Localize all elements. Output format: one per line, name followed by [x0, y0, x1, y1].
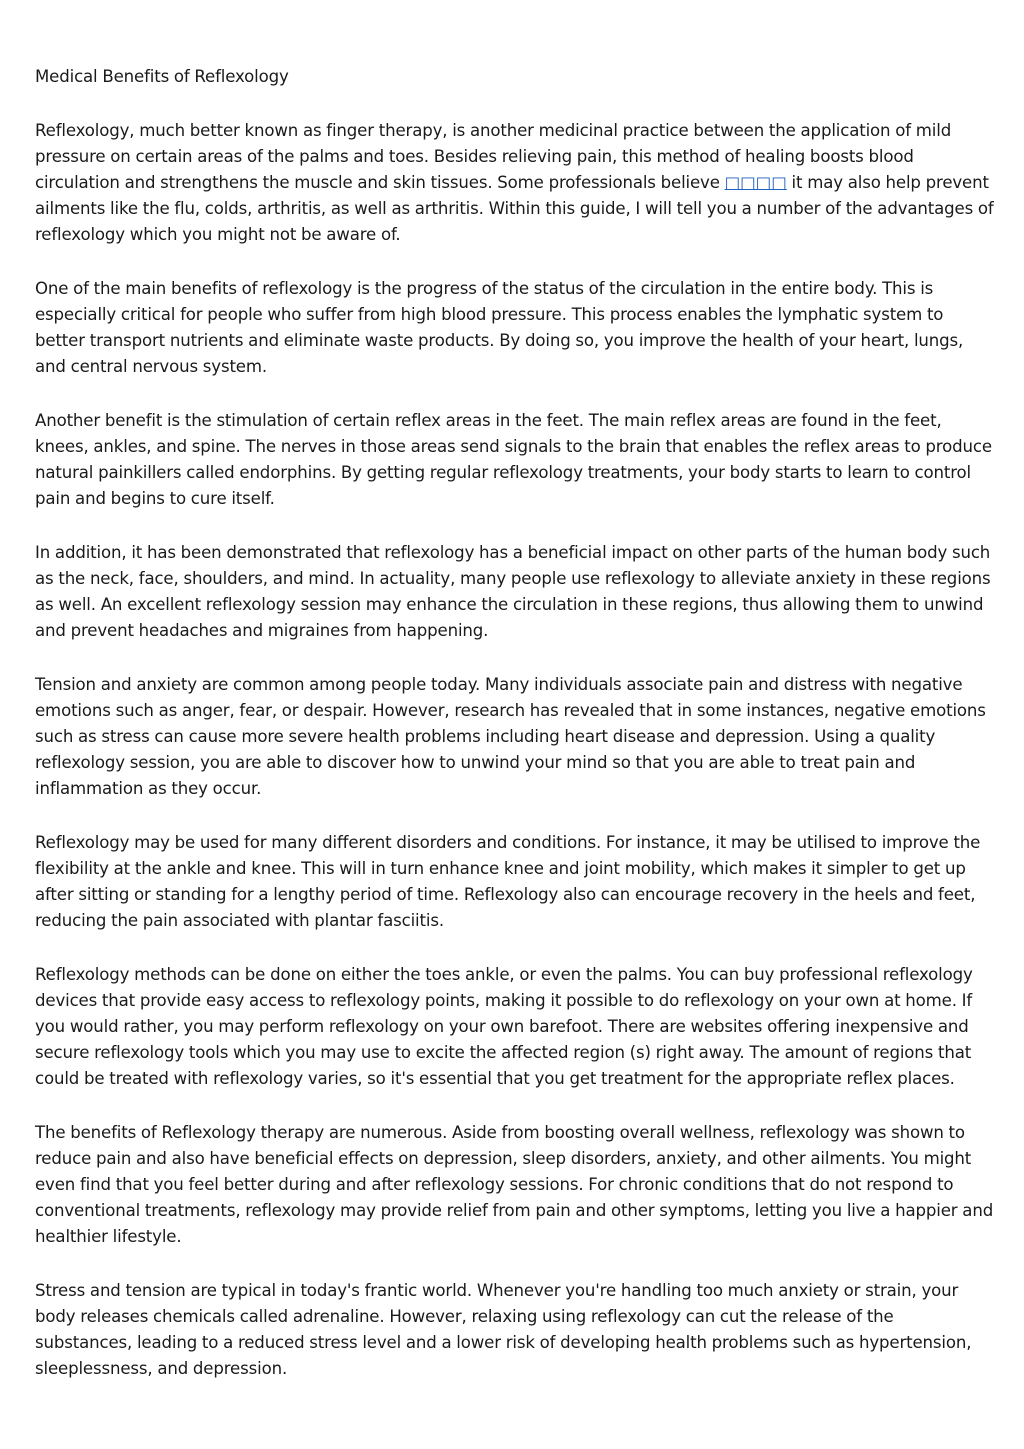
document-page	[35, 64, 995, 1410]
document-title: Medical Benefits of Reflexology	[35, 67, 289, 86]
paragraph-text: Reflexology, much better known as finger therapy, is another medicinal practice between the application of mild pressure on certain areas of the palms and toes. Besides relieving pain, this method of healing boosts blood circulation and strengthens the muscle and skin tissues. Some professionals believe	[35, 121, 952, 192]
paragraph-tension: Tension and anxiety are common among people today. Many individuals associate pain and distress with negative emotions such as anger, fear, or despair. However, research has revealed that in some instances, negative emotions such as stress can cause more severe health problems including heart disease and depression. Using a quality reflexology session, you are able to discover how to unwind your mind so that you are able to treat pain and inflammation as they occur.	[35, 675, 986, 798]
paragraph-reflex-areas: Another benefit is the stimulation of certain reflex areas in the feet. The main reflex areas are found in the feet, knees, ankles, and spine. The nerves in those areas send signals to the brain that enables the reflex areas to produce natural painkillers called endorphins. By getting regular reflexology treatments, your body starts to learn to control pain and begins to cure itself.	[35, 411, 992, 508]
paragraph-stress: Stress and tension are typical in today's frantic world. Whenever you're handling too much anxiety or strain, your body releases chemicals called adrenaline. However, relaxing using reflexology can cut the release of the substances, leading to a reduced stress level and a lower risk of developing health problems such as hypertension, sleeplessness, and depression.	[35, 1281, 972, 1378]
paragraph-disorders: Reflexology may be used for many different disorders and conditions. For instance, it may be utilised to improve the flexibility at the ankle and knee. This will in turn enhance knee and joint mobility, which makes it simpler to get up after sitting or standing for a lengthy period of time. Reflexology also can encourage recovery in the heels and feet, reducing the pain associated with plantar fasciitis.	[35, 833, 981, 930]
paragraph-body-parts: In addition, it has been demonstrated that reflexology has a beneficial impact on other parts of the human body such as the neck, face, shoulders, and mind. In actuality, many people use reflexology to alleviate anxiety in these regions as well. An excellent reflexology session may enhance the circulation in these regions, thus allowing them to unwind and prevent headaches and migraines from happening.	[35, 543, 991, 640]
paragraph-intro	[35, 118, 995, 248]
paragraph-benefits: The benefits of Reflexology therapy are numerous. Aside from boosting overall wellness, reflexology was shown to reduce pain and also have beneficial effects on depression, sleep disorders, anxiety, and other ailments. You might even find that you feel better during and after reflexology sessions. For chronic conditions that do not respond to conventional treatments, reflexology may provide relief from pain and other symptoms, letting you live a happier and healthier lifestyle.	[35, 1123, 994, 1246]
inline-link[interactable]: □□□□	[724, 173, 787, 192]
paragraph-methods: Reflexology methods can be done on either the toes ankle, or even the palms. You can buy professional reflexology devices that provide easy access to reflexology points, making it possible to do reflexology on your own at home. If you would rather, you may perform reflexology on your own barefoot. There are websites offering inexpensive and secure reflexology tools which you may use to excite the affected region (s) right away. The amount of regions that could be treated with reflexology varies, so it's essential that you get treatment for the appropriate reflex places.	[35, 965, 973, 1088]
paragraph-text: it may also help prevent ailments like the flu, colds, arthritis, as well as arthritis. Within this guide, I will tell you a number of the advantages of reflexology which you might not be aware of.	[35, 173, 994, 244]
paragraph-circulation: One of the main benefits of reflexology is the progress of the status of the circulation in the entire body. This is especially critical for people who suffer from high blood pressure. This process enables the lymphatic system to better transport nutrients and eliminate waste products. By doing so, you improve the health of your heart, lungs, and central nervous system.	[35, 279, 964, 376]
